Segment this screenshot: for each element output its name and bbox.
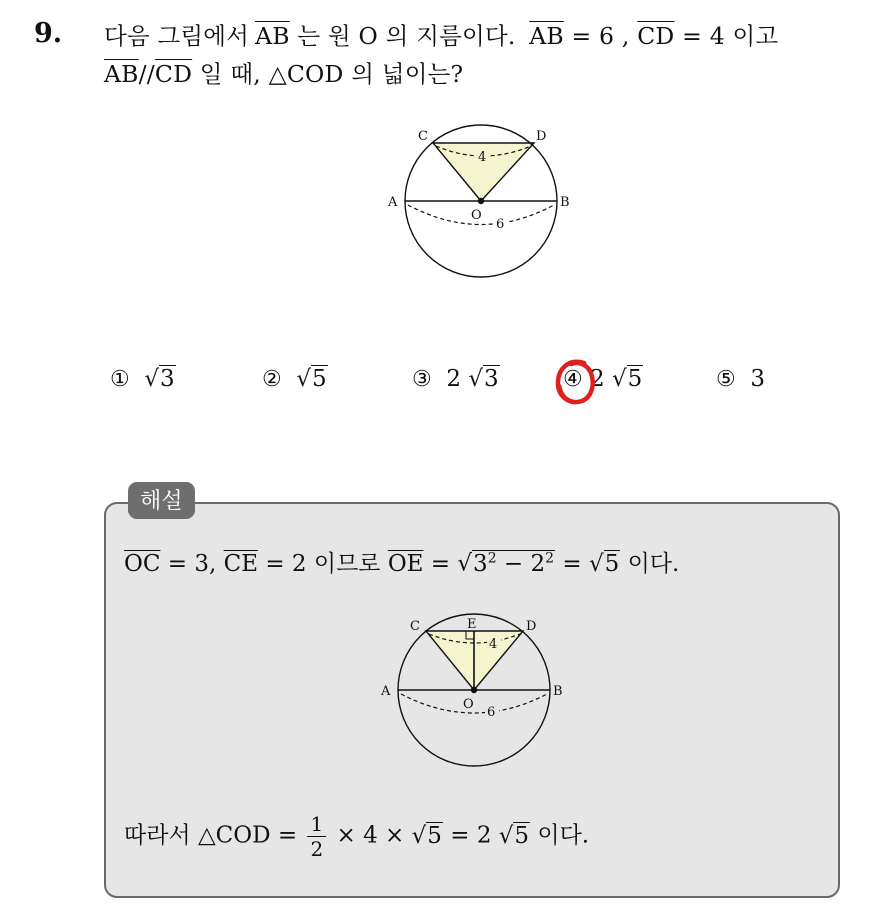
label-a: A: [381, 684, 391, 699]
label-b: B: [560, 195, 570, 210]
segment-ab: $\overline{AB}$: [255, 22, 290, 50]
label-a: A: [388, 195, 398, 210]
segment-ab: $\overline{AB}$: [529, 22, 564, 50]
selected-answer-mark-icon: [554, 356, 598, 408]
label-d: D: [526, 619, 537, 634]
point-o: [478, 198, 484, 204]
solution-line-1: $\overline{OC} = 3$, $\overline{CE} = 2$ 이므로 $\overline{OE} = √3^2 - 2^2 = √5$ 이다.: [124, 550, 680, 577]
label-o: O: [471, 208, 482, 223]
solution-line-2: 따라서 △COD = $\frac{1}{2}$ × 4 × √5 = 2 √5 이다.: [124, 812, 590, 861]
question-line-2: $\overline{AB}//\overline{CD}$ 일 때, △COD 의 넓이는?: [104, 60, 464, 88]
label-b: B: [553, 684, 563, 699]
solution-tab: 해설: [128, 482, 195, 519]
choice-5[interactable]: ⑤ 3: [716, 366, 765, 392]
choice-3[interactable]: ③ 2 √3: [412, 366, 499, 392]
label-c: C: [410, 619, 420, 634]
segment-ab: $\overline{AB}$: [104, 60, 139, 88]
segment-cd: $\overline{CD}$: [154, 60, 193, 88]
answer-choices: [0, 366, 884, 402]
label-len-ab: 6: [496, 217, 505, 232]
segment-cd: $\overline{CD}$: [637, 22, 675, 50]
solution-figure: [374, 608, 574, 774]
choice-2[interactable]: ② √5: [262, 366, 327, 392]
figure-circle-triangle: [380, 118, 580, 284]
label-d: D: [536, 129, 547, 144]
label-len-cd: 4: [478, 150, 487, 165]
label-o: O: [463, 697, 474, 712]
fraction-one-half: $\frac{1}{2}$: [307, 812, 326, 861]
label-len-cd: 4: [489, 637, 498, 652]
label-e: E: [467, 617, 477, 632]
label-len-ab: 6: [487, 705, 496, 720]
question-number: 9.: [34, 18, 63, 49]
question-line-1: 다음 그림에서 $\overline{AB}$ 는 원 O 의 지름이다. $\overline{AB} = 6$ , $\overline{CD} = 4$ 이고: [104, 22, 779, 50]
choice-1[interactable]: ① √3: [110, 366, 175, 392]
label-c: C: [418, 129, 428, 144]
choice-4[interactable]: ④ 2 √5: [563, 366, 643, 392]
